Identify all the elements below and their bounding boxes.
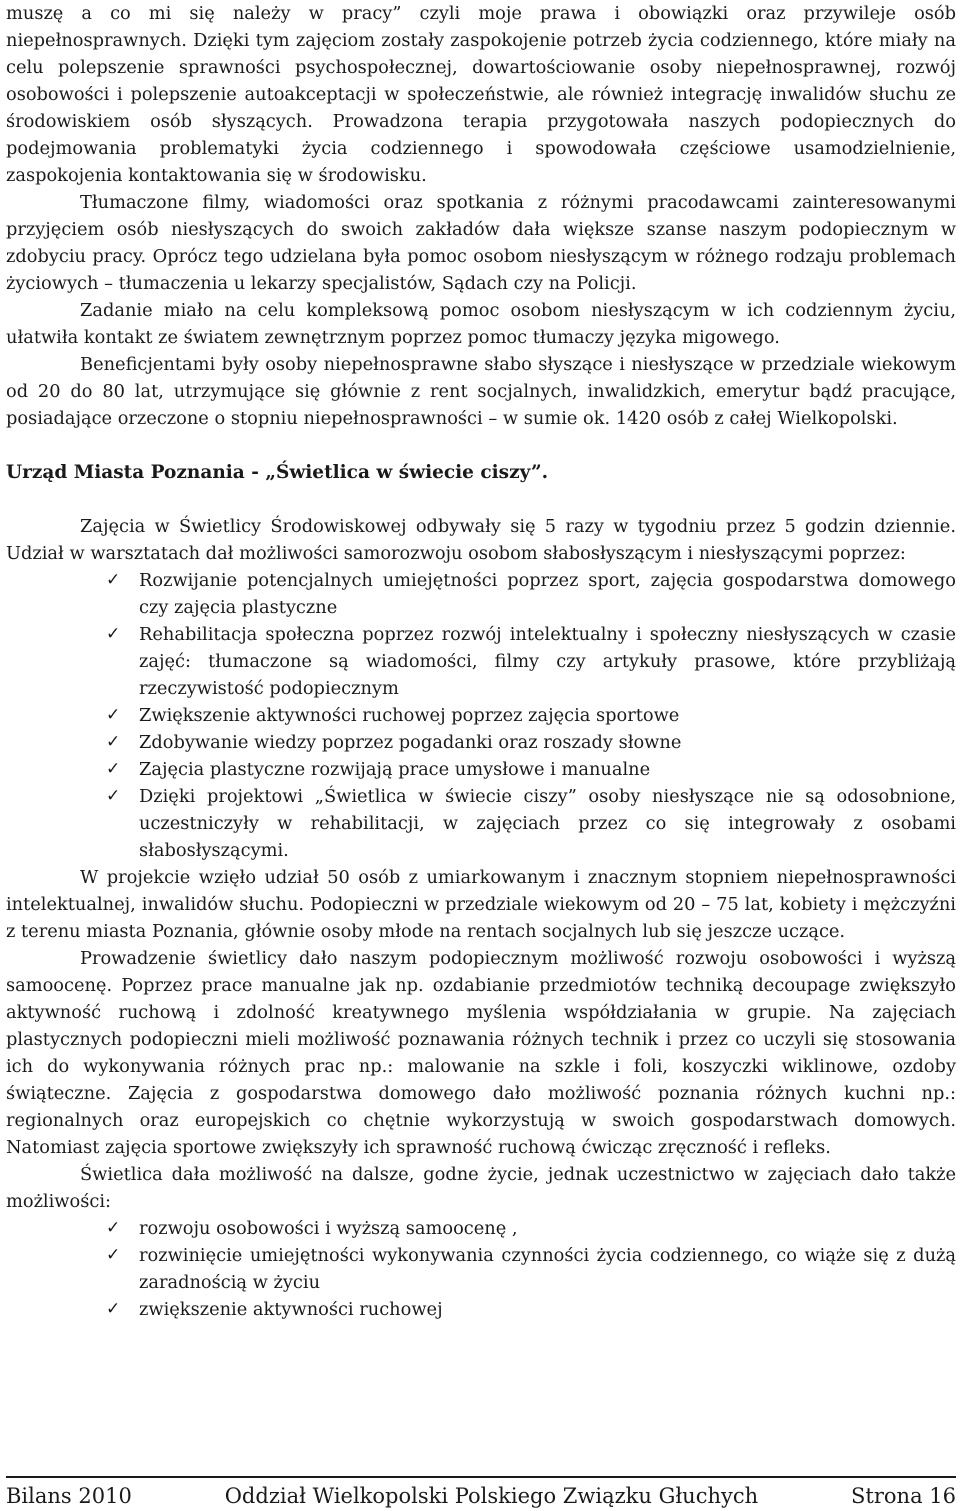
paragraph-beneficiaries: Beneficjentami były osoby niepełnosprawne słabo słyszące i niesłyszące w przedziale wiekowym od 20 do 80 lat, utrzymujące się głównie z rent socjalnych, inwalidzkich, emerytur bądź pracujące, posiadające orzeczone o stopniu niepełnosprawności – w sumie ok. 1420 osób z całej Wielkopolski.: [6, 354, 956, 429]
check-icon: ✓: [106, 786, 121, 806]
check-icon: ✓: [106, 570, 121, 590]
page-footer: [6, 1476, 956, 1510]
paragraph-participants: W projekcie wzięło udział 50 osób z umiarkowanym i znacznym stopniem niepełnosprawności intelektualnej, inwalidów słuchu. Podopieczni w przedziale wiekowym od 20 – 75 lat, kobiety i mężczyźni z terenu miasta Poznania, głównie osoby młode na rentach socjalnych lub się jeszcze uczące.: [6, 867, 956, 942]
list-item: ✓ rozwinięcie umiejętności wykonywania czynności życia codziennego, co wiąże się z dużą zaradnością w życiu: [106, 1242, 956, 1296]
paragraph-rights: muszę a co mi się należy w pracy” czyli moje prawa i obowiązki oraz przywileje osób niepełnosprawnych. Dzięki tym zajęciom zostały zaspokojenie potrzeb życia codziennego, które miały na celu polepszenie sprawności psychospołecznej, dowartościowanie osoby niepełnosprawnej, rozwój osobowości i polepszenie autoakceptacji w społeczeństwie, ale również integrację inwalidów słuchu ze środowiskiem osób słyszących. Prowadzona terapia przygotowała naszych podopiecznych do podejmowania problematyki życia codziennego i spowodowała częściowe usamodzielnienie, zaspokojenia kontaktowania się w środowisku.: [6, 3, 956, 186]
checklist-possibilities: [6, 1215, 956, 1323]
check-icon: ✓: [106, 624, 121, 644]
list-item: ✓ Rozwijanie potencjalnych umiejętności poprzez sport, zajęcia gospodarstwa domowego czy zajęcia plastyczne: [106, 567, 956, 621]
paragraph-outcomes: Świetlica dała możliwość na dalsze, godne życie, jednak uczestnictwo w zajęciach dało także możliwości:: [6, 1164, 956, 1212]
check-icon: ✓: [106, 732, 121, 752]
paragraph-classes: Zajęcia w Świetlicy Środowiskowej odbywały się 5 razy w tygodniu przez 5 godzin dziennie. Udział w warsztatach dał możliwości samorozwoju osobom słabosłyszącym i niesłyszącymi poprzez:: [6, 516, 956, 564]
check-icon: ✓: [106, 705, 121, 725]
check-icon: ✓: [106, 759, 121, 779]
footer-organization: Oddział Wielkopolski Polskiego Związku Głuchych: [224, 1484, 759, 1508]
spacer: [6, 432, 956, 459]
list-item: ✓ Zdobywanie wiedzy poprzez pogadanki oraz roszady słowne: [106, 729, 956, 756]
document-page: [6, 0, 956, 1323]
checklist-benefits: [6, 567, 956, 864]
paragraph-task-goal: Zadanie miało na celu kompleksową pomoc osobom niesłyszącym w ich codziennym życiu, ułatwiła kontakt ze światem zewnętrznym poprzez pomoc tłumaczy języka migowego.: [6, 300, 956, 348]
list-item: ✓ Dzięki projektowi „Świetlica w świecie ciszy” osoby niesłyszące nie są odosobnione, uczestniczyły w rehabilitacji, w zajęciach przez co się integrowały z osobami słabosłyszącymi.: [106, 783, 956, 864]
list-item: ✓ Rehabilitacja społeczna poprzez rozwój intelektualny i społeczny niesłyszących w czasie zajęć: tłumaczone są wiadomości, filmy czy artykuły prasowe, które przybliżają rzeczywistość podopiecznym: [106, 621, 956, 702]
check-icon: ✓: [106, 1218, 121, 1238]
list-item: ✓ zwiększenie aktywności ruchowej: [106, 1296, 956, 1323]
check-icon: ✓: [106, 1245, 121, 1265]
footer-report-title: Bilans 2010: [6, 1484, 132, 1508]
check-icon: ✓: [106, 1299, 121, 1319]
footer-page-number: Strona 16: [851, 1484, 956, 1508]
list-item: ✓ Zajęcia plastyczne rozwijają prace umysłowe i manualne: [106, 756, 956, 783]
paragraph-activities: Prowadzenie świetlicy dało naszym podopiecznym możliwość rozwoju osobowości i wyższą samoocenę. Poprzez prace manualne jak np. ozdabianie przedmiotów techniką decoupage zwiększyło aktywność ruchową i zdolność kreatywnego myślenia współdziałania w grupie. Na zajęciach plastycznych podopieczni mieli możliwość poznawania różnych technik i przez co uczyli się stosowania ich do wykonywania różnych prac np.: malowanie na szkle i foli, koszyczki wiklinowe, ozdoby świąteczne. Zajęcia z gospodarstwa domowego dało możliwość poznania różnych kuchni np.: regionalnych oraz europejskich co chętnie wykorzystują w swoich gospodarstwach domowych. Natomiast zajęcia sportowe zwiększyły ich sprawność ruchową ćwicząc zręczność i refleks.: [6, 948, 956, 1158]
section-heading: Urząd Miasta Poznania - „Świetlica w świecie ciszy”.: [6, 462, 549, 483]
paragraph-films-employers: Tłumaczone filmy, wiadomości oraz spotkania z różnymi pracodawcami zainteresowanymi przyjęciem osób niesłyszących do swoich zakładów dała większe szanse naszym podopiecznym w zdobyciu pracy. Oprócz tego udzielana była pomoc osobom niesłyszącym w różnego rodzaju problemach życiowych – tłumaczenia u lekarzy specjalistów, Sądach czy na Policji.: [6, 192, 956, 294]
spacer: [6, 486, 956, 513]
list-item: ✓ rozwoju osobowości i wyższą samoocenę ,: [106, 1215, 956, 1242]
list-item: ✓ Zwiększenie aktywności ruchowej poprzez zajęcia sportowe: [106, 702, 956, 729]
